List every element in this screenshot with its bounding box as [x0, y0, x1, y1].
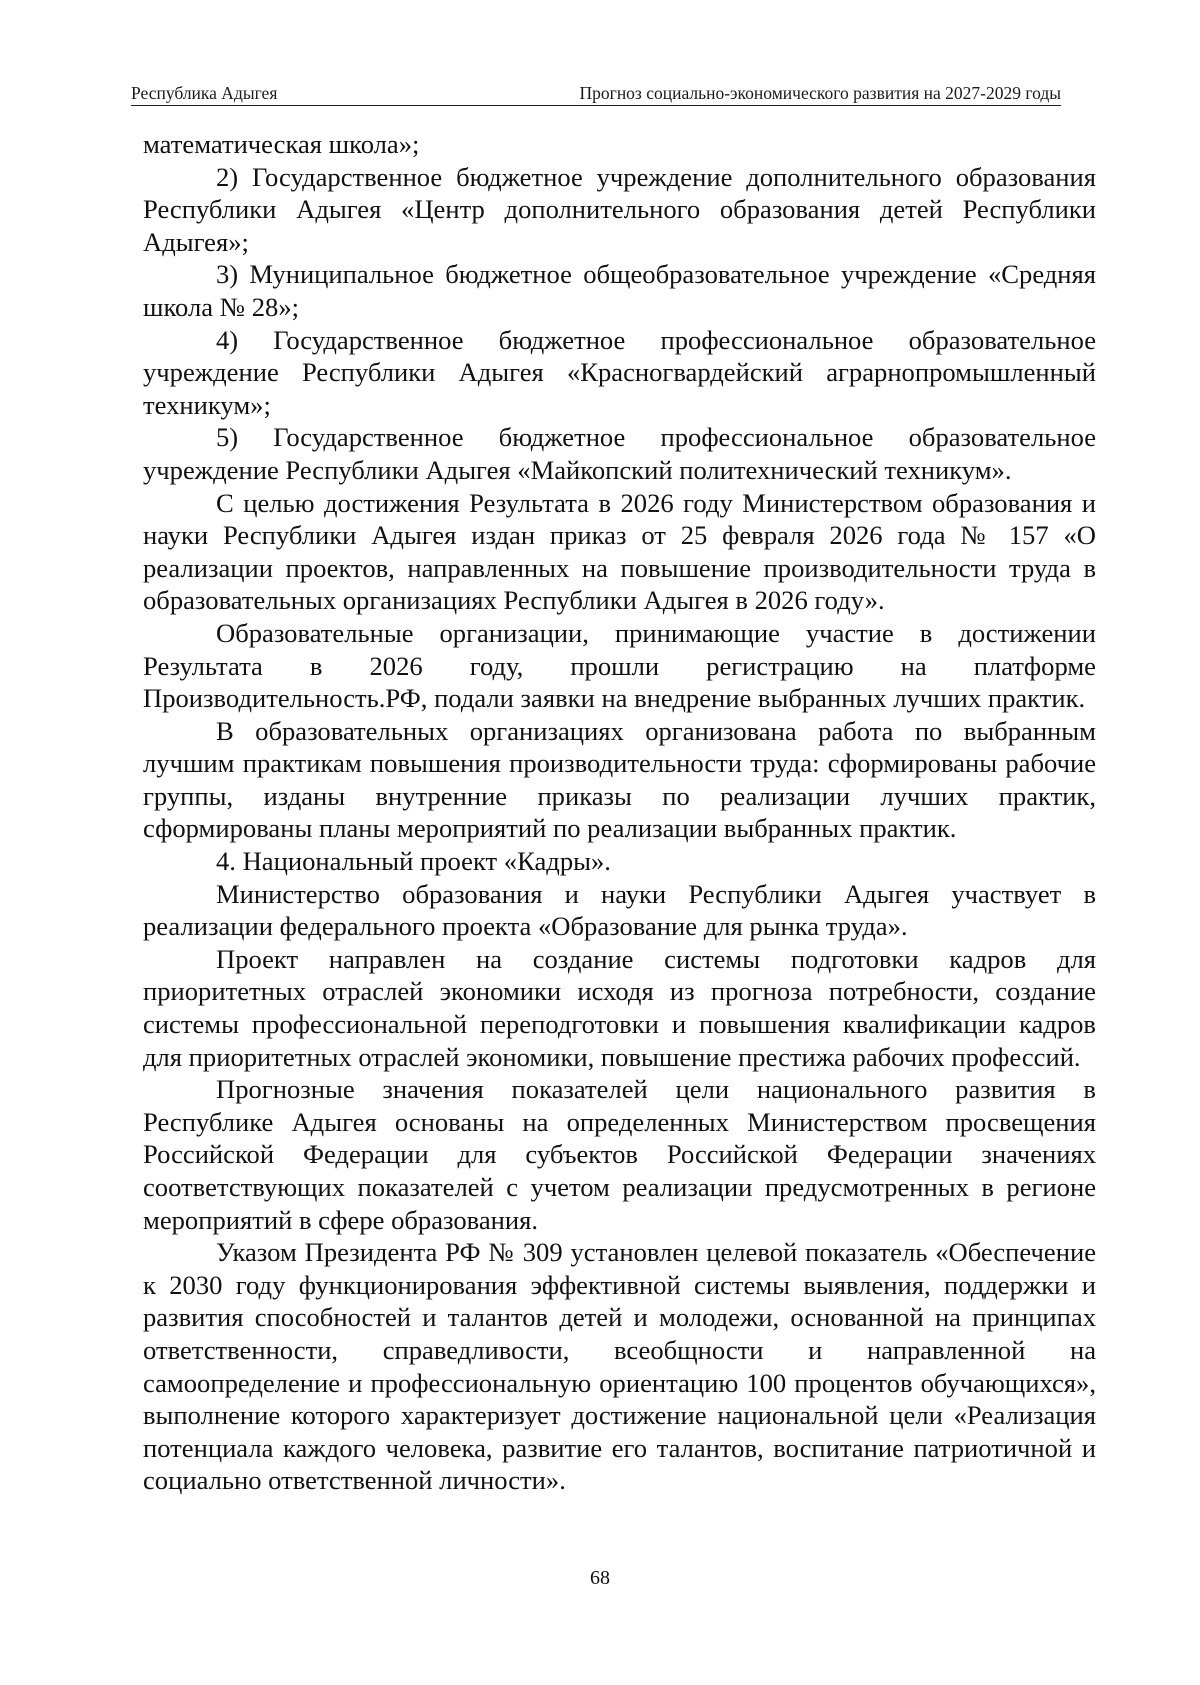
list-item-4: 4) Государственное бюджетное профессиональное образовательное учреждение Республики Адыгея «Красногвардейский аграрнопромышленный техникум»;: [143, 324, 1096, 420]
running-header: [131, 82, 1061, 106]
header-underline: [131, 105, 1061, 106]
paragraph-project-goal: Проект направлен на создание системы подготовки кадров для приоритетных отраслей экономики исходя из прогноза потребности, создание системы профессиональной переподготовки и повышения квалификации кадров для приоритетных отраслей экономики, повышение престижа рабочих профессий.: [143, 943, 1096, 1072]
section-heading-national-project: 4. Национальный проект «Кадры».: [216, 846, 611, 877]
list-item-5: 5) Государственное бюджетное профессиональное образовательное учреждение Республики Адыгея «Майкопский политехнический техникум».: [143, 422, 1096, 485]
paragraph-forecast-values: Прогнозные значения показателей цели национального развития в Республике Адыгея основаны на определенных Министерством просвещения Российской Федерации для субъектов Российской Федерации значениях соответствующих показателей с учетом реализации предусмотренных в регионе мероприятий в сфере образования.: [143, 1074, 1096, 1235]
list-item-3: 3) Муниципальное бюджетное общеобразовательное учреждение «Средняя школа № 28»;: [143, 259, 1096, 322]
paragraph-continuation: математическая школа»;: [143, 129, 420, 159]
paragraph-registration: Образовательные организации, принимающие участие в достижении Результата в 2026 году, прошли регистрацию на платформе Производительность.РФ, подали заявки на внедрение выбранных лучших практик.: [143, 617, 1096, 714]
paragraph-order: С целью достижения Результата в 2026 году Министерством образования и науки Республики Адыгея издан приказ от 25 февраля 2026 года № 157 «О реализации проектов, направленных на повышение производительности труда в образовательных организациях Республики Адыгея в 2026 году».: [143, 487, 1096, 616]
header-region-name: Республика Адыгея: [131, 83, 278, 103]
body-text: [143, 128, 1096, 1497]
header-document-title: Прогноз социально-экономического развития на 2027-2029 годы: [579, 83, 1061, 103]
page-number: 68: [590, 1567, 610, 1589]
paragraph-presidential-decree: Указом Президента РФ № 309 установлен целевой показатель «Обеспечение к 2030 году функционирования эффективной системы выявления, поддержки и развития способностей и талантов детей и молодежи, основанной на принципах ответственности, справедливости, всеобщности и направленной на самоопределение и профессиональную ориентацию 100 процентов обучающихся», выполнение которого характеризует достижение национальной цели «Реализация потенциала каждого человека, развитие его талантов, воспитание патриотичной и социально ответственной личности».: [143, 1237, 1096, 1496]
list-item-2: 2) Государственное бюджетное учреждение дополнительного образования Республики Адыгея «Центр дополнительного образования детей Республики Адыгея»;: [143, 161, 1096, 257]
paragraph-ministry-participation: Министерство образования и науки Республики Адыгея участвует в реализации федерального проекта «Образование для рынка труда».: [143, 878, 1096, 942]
paragraph-best-practices: В образовательных организациях организована работа по выбранным лучшим практикам повышения производительности труда: сформированы рабочие группы, изданы внутренние приказы по реализации лучших практик, сформированы планы мероприятий по реализации выбранных практик.: [143, 715, 1096, 844]
